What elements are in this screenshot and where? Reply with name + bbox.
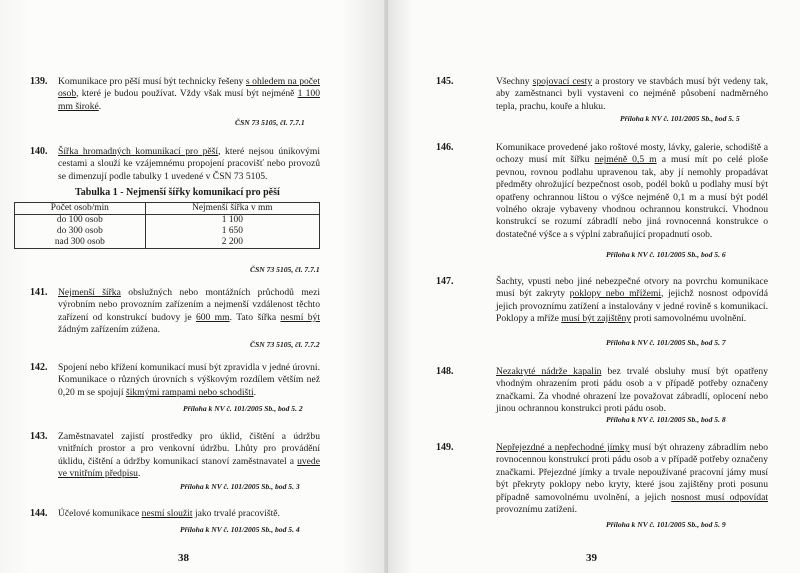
- article-number: 147.: [436, 276, 454, 287]
- table-cell: do 300 osob: [15, 226, 146, 237]
- widths-table: [14, 202, 320, 249]
- source-citation: ČSN 73 5105, čl. 7.7.1: [235, 118, 305, 127]
- right-page: [388, 0, 800, 573]
- table-cell: nad 300 osob: [15, 237, 146, 249]
- page-number: 39: [586, 552, 597, 564]
- table-cell: 1 100: [145, 215, 319, 227]
- text-run: .: [253, 386, 257, 398]
- underlined-phrase: nesmí sloužit: [141, 508, 193, 519]
- article-text: [496, 76, 768, 113]
- text-run: provoznímu zatížení.: [496, 504, 577, 516]
- text-run: Komunikace pro pěší musí být technicky řešeny: [58, 76, 246, 87]
- underlined-phrase: 1 100 mm široké: [58, 88, 320, 112]
- underlined-phrase: musí být zajištěny: [561, 313, 632, 325]
- article-number: 146.: [436, 142, 454, 153]
- article-number: 145.: [436, 76, 454, 87]
- underlined-phrase: nejméně 0,5 m: [594, 154, 657, 166]
- text-run: Všechny: [496, 76, 533, 87]
- table-row: [15, 226, 320, 237]
- article-text: [496, 276, 768, 326]
- source-citation: Příloha k NV č. 101/2005 Sb., bod 5. 3: [180, 482, 300, 491]
- underlined-phrase: poklopy nebo mřížemi: [569, 288, 662, 300]
- article-text: [58, 146, 320, 183]
- article-text: [58, 431, 320, 481]
- table-cell: 2 200: [145, 237, 319, 249]
- underlined-phrase: šikmými rampami nebo schodišti: [125, 386, 254, 398]
- text-run: a prostory ve stavbách musí být vedeny tak, aby zaměstnanci byli vystaveni co nejméně působení nadměrného tepla, prachu, kouře a hluku.: [496, 76, 768, 112]
- underlined-phrase: Šířka hromadných komunikací pro pěší: [58, 146, 219, 157]
- text-run: . Tato šířka: [229, 311, 281, 323]
- text-run: proti samovolnému uvolnění.: [631, 313, 747, 325]
- article-number: 142.: [30, 362, 48, 373]
- text-run: a musí mít po celé ploše pevnou, rovnou podlahu upravenou tak, aby jí nemohly propadávat předměty ohrožující bezpečnost osob, podél boků u podlahy musí být opatřeny ochrannou lištou o výšce nejméně 0,1 m a musí být podél volného okraje vybaveny vhodnou ochrannou konstrukcí. Vhodnou konstrukcí se rozumí zábradlí nebo jiná rovnocenná konstrukce o dostatečné výšce a s výplní zabraňující propadnutí osob.: [496, 154, 769, 240]
- article-number: 144.: [30, 508, 48, 519]
- text-run: Komunikace provedené jako roštové mosty, lávky, galerie, schodiště a ochozy musí mít šířku: [496, 142, 768, 166]
- text-run: Spojení nebo křížení komunikací musí být zpravidla v jedné úrovni. Komunikace o různých úrovních s výškovým rozdílem větším než 0,20 m se spojují: [58, 362, 320, 398]
- text-run: , které je budou používat. Vždy však musí být nejméně: [76, 88, 298, 100]
- underlined-phrase: nesmí být: [280, 311, 320, 323]
- article-number: 143.: [30, 431, 48, 442]
- source-citation: Příloha k NV č. 101/2005 Sb., bod 5. 5: [620, 114, 740, 123]
- text-run: bez trvalé obsluhy musí být opatřeny vhodným ohrazením proti pádu osob a v případě potřeby označeny značkami. Za vhodné ohrazení lze považovat zábradlí, oplocení nebo jinou ochrannou konstrukci proti pádu osob.: [496, 366, 768, 415]
- table-cell: 1 650: [145, 226, 319, 237]
- underlined-phrase: Nezakryté nádrže kapalin: [496, 366, 602, 377]
- table-title: Tabulka 1 - Nejmenší šířky komunikací pro pěší: [75, 187, 280, 198]
- text-run: jako trvalé pracoviště.: [192, 508, 280, 519]
- text-run: obslužných nebo montážních průchodů mezi výrobním nebo provozním zařízením a nejmenší vzdálenost těchto zařízení od konstrukcí budovy je: [58, 287, 320, 323]
- table-header: Počet osob/min: [15, 203, 146, 215]
- table-row: [15, 215, 320, 227]
- article-text: [58, 508, 320, 520]
- source-citation: Příloha k NV č. 101/2005 Sb., bod 5. 9: [606, 520, 726, 529]
- article-text: [58, 287, 320, 337]
- underlined-phrase: Nejmenší šířka: [58, 287, 121, 298]
- source-citation: Příloha k NV č. 101/2005 Sb., bod 5. 4: [180, 525, 300, 534]
- text-run: .: [98, 100, 102, 112]
- text-run: musí být ohrazeny zábradlím nebo rovnocennou konstrukcí proti pádu osob a v případě potřeby označeny značkami. Přejezdné jímky a trvale nepoužívané pracovní jámy musí být překryty poklopy nebo kryty, které jsou zajištěny proti posunu případně samovolnému uvolnění, a jejich: [496, 442, 768, 503]
- text-run: Účelové komunikace: [58, 508, 142, 519]
- source-citation: ČSN 73 5105, čl. 7.7.2: [250, 340, 320, 349]
- source-citation: Příloha k NV č. 101/2005 Sb., bod 5. 6: [606, 250, 726, 259]
- text-run: Zaměstnavatel zajistí prostředky pro úklid, čištění a údržbu vnitřních prostor a pro venkovní údržbu. Lhůty pro provádění úklidu, čištění a údržby komunikací stanoví zaměstnavatel a: [58, 431, 320, 467]
- article-text: [496, 366, 768, 416]
- text-run: žádným zařízením zúžena.: [58, 324, 161, 336]
- table-cell: do 100 osob: [15, 215, 146, 227]
- underlined-phrase: nosnost musí odpovídat: [671, 491, 768, 503]
- text-run: Šachty, vpusti nebo jiné nebezpečné otvory na povrchu komunikace musí být zakryty: [496, 276, 768, 300]
- article-number: 139.: [30, 76, 48, 87]
- underlined-phrase: uvede ve vnitřním předpisu: [58, 455, 320, 480]
- page-number: 38: [178, 552, 189, 564]
- text-run: , jejichž nosnost odpovídá jejich provoznímu zatížení a instalovány v jedné rovině s komunikací. Poklopy a mříže: [496, 288, 768, 325]
- source-citation: Příloha k NV č. 101/2005 Sb., bod 5. 8: [606, 415, 726, 424]
- source-citation: Příloha k NV č. 101/2005 Sb., bod 5. 7: [606, 338, 726, 347]
- table-header: Nejmenší šířka v mm: [145, 203, 319, 215]
- underlined-phrase: Nepřejezdné a nepřechodné jímky: [496, 442, 630, 453]
- article-text: [496, 442, 768, 516]
- source-citation: Příloha k NV č. 101/2005 Sb., bod 5. 2: [183, 404, 303, 413]
- article-text: [58, 76, 320, 113]
- source-citation: ČSN 73 5105, čl. 7.7.1: [250, 265, 320, 274]
- underlined-phrase: 600 mm: [195, 311, 230, 323]
- text-run: , které nejsou únikovými cestami a slouží ke vzájemnému propojení pracovišť nebo provozů se dimenzují podle tabulky 1 uvedené v ČSN 73 5105.: [58, 146, 320, 182]
- article-number: 141.: [30, 287, 48, 298]
- article-text: [58, 362, 320, 399]
- underlined-phrase: s ohledem na počet osob: [58, 76, 320, 100]
- underlined-phrase: spojovací cesty: [532, 76, 593, 87]
- left-page: [0, 0, 388, 573]
- article-number: 148.: [436, 366, 454, 377]
- table-row: [15, 237, 320, 249]
- article-number: 140.: [30, 146, 48, 157]
- text-run: .: [137, 468, 141, 480]
- article-text: [496, 142, 768, 241]
- article-number: 149.: [436, 442, 454, 453]
